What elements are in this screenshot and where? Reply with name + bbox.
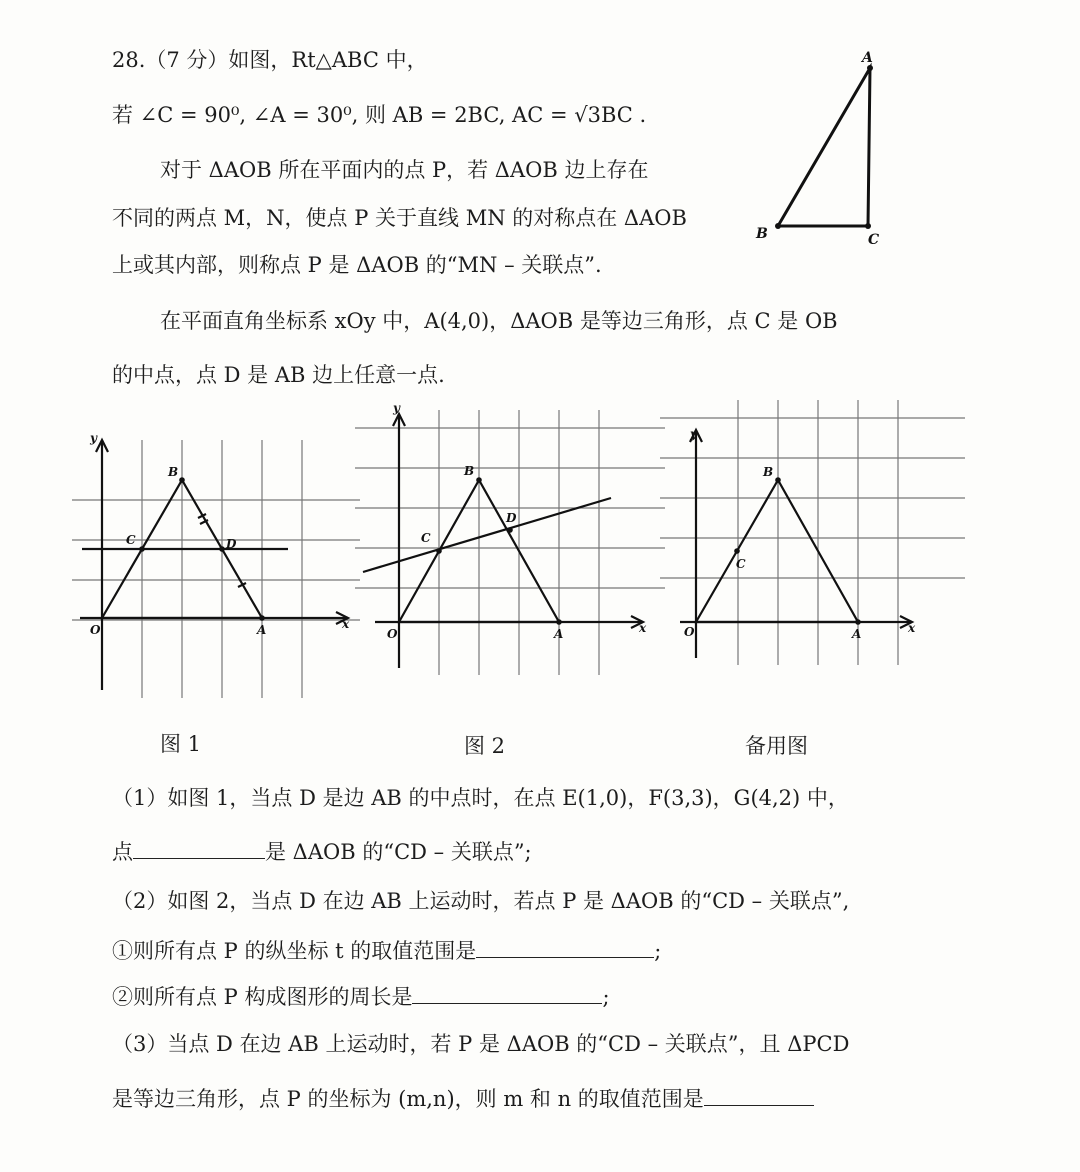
question-1-line-2 [112,836,532,867]
label-A: A [862,50,873,66]
question-2-part-1 [112,935,661,966]
q1-suffix: 是 ΔAOB 的“CD – 关联点”; [265,840,532,864]
fig2-label-x: x [639,621,647,635]
fig3-label-y: y [690,427,697,441]
q1-answer-blank[interactable] [133,836,265,859]
fig2-label-D: D [506,511,517,525]
question-2-part-2 [112,981,610,1012]
fig3-label-O: O [684,625,695,639]
fig3-label-x: x [908,621,916,635]
figure-1-caption: 图 1 [160,732,202,756]
q2-part2-end: ; [602,985,610,1009]
definition-line-2: 不同的两点 M，N，使点 P 关于直线 MN 的对称点在 ΔAOB [112,206,687,230]
figure-1 [60,420,370,710]
figure-backup [650,390,970,680]
fig2-label-A: A [554,627,564,641]
problem-fact: 若 ∠C = 90⁰, ∠A = 30⁰, 则 AB = 2BC, AC = √3BC . [112,103,647,127]
fig1-label-D: D [226,537,237,551]
q1-prefix: 点 [112,840,133,864]
fig2-label-O: O [387,627,398,641]
setup-line-1: 在平面直角坐标系 xOy 中，A(4,0)，ΔAOB 是等边三角形，点 C 是 OB [160,309,838,333]
setup-line-2: 的中点，点 D 是 AB 边上任意一点. [112,363,445,387]
problem-header: 28.（7 分）如图，Rt△ABC 中， [112,48,428,72]
figure-backup-caption: 备用图 [745,734,808,758]
question-3-line-1: （3）当点 D 在边 AB 上运动时，若 P 是 ΔAOB 的“CD – 关联点”，且 ΔPCD [112,1032,850,1056]
fig1-label-C: C [126,533,136,547]
fig1-label-O: O [90,623,101,637]
question-2-line-1: （2）如图 2，当点 D 在边 AB 上运动时，若点 P 是 ΔAOB 的“CD – 关联点”, [112,889,850,913]
figure-2 [355,400,665,690]
fig3-label-A: A [852,627,862,641]
q3-text: 是等边三角形，点 P 的坐标为 (m,n)，则 m 和 n 的取值范围是 [112,1087,704,1111]
label-C: C [868,232,880,248]
fig2-label-C: C [421,531,431,545]
fig1-label-y: y [90,431,97,445]
q2-part2-text: ②则所有点 P 构成图形的周长是 [112,985,413,1009]
question-1-line-1: （1）如图 1，当点 D 是边 AB 的中点时，在点 E(1,0)，F(3,3)，G(4,2) 中， [112,786,849,810]
question-3-line-2 [112,1083,814,1114]
fig1-label-x: x [342,617,350,631]
label-B: B [756,226,768,242]
fig2-label-y: y [393,401,400,415]
q2-part1-text: ①则所有点 P 的纵坐标 t 的取值范围是 [112,939,477,963]
definition-line-3: 上或其内部，则称点 P 是 ΔAOB 的“MN – 关联点”. [112,253,602,277]
fig2-label-B: B [464,464,475,478]
definition-line-1: 对于 ΔAOB 所在平面内的点 P，若 ΔAOB 边上存在 [160,158,649,182]
q3-answer-blank[interactable] [704,1083,814,1106]
right-triangle-figure [740,40,910,255]
q2-part2-answer-blank[interactable] [412,981,602,1004]
fig3-label-B: B [763,465,774,479]
fig1-label-B: B [168,465,179,479]
q2-part1-answer-blank[interactable] [476,935,654,958]
q2-part1-end: ; [654,939,662,963]
figure-2-caption: 图 2 [464,734,506,758]
fig3-label-C: C [736,557,746,571]
fig1-label-A: A [257,623,267,637]
